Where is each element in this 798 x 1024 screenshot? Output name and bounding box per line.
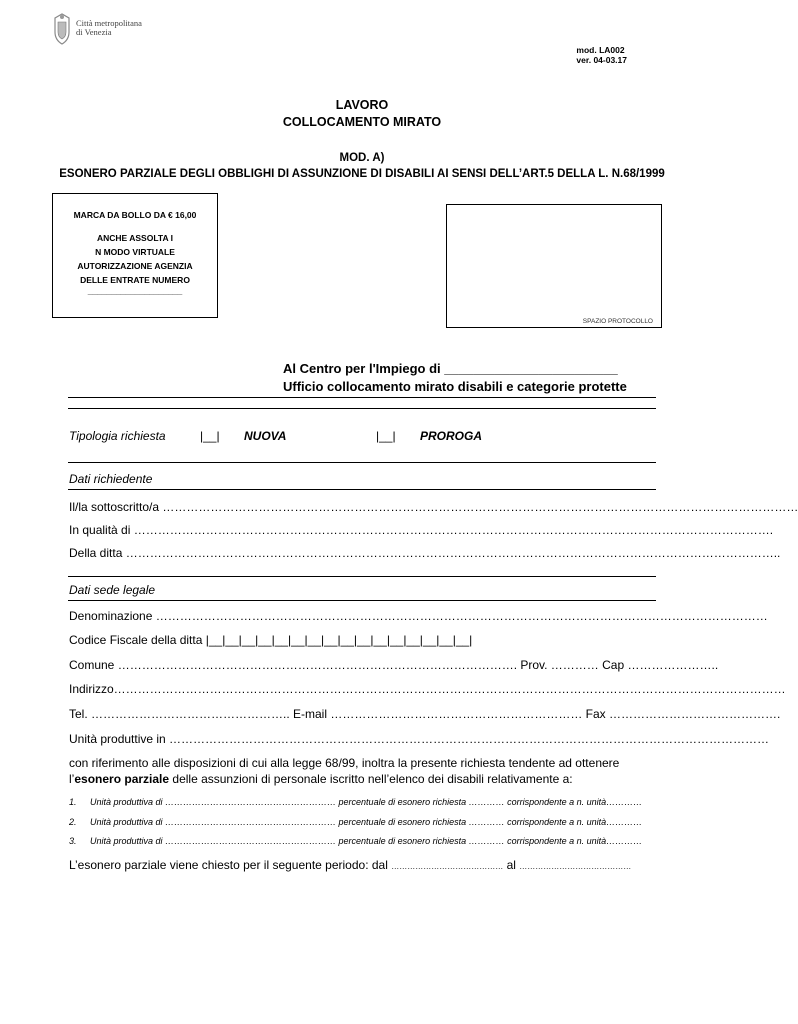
protocollo-box <box>446 204 662 328</box>
checkbox-proroga[interactable]: |__| <box>376 429 396 443</box>
section-heading-richiedente: Dati richiedente <box>69 472 153 486</box>
unit-number: 3. <box>69 836 77 846</box>
period-to[interactable]: …………………………………… <box>519 862 632 871</box>
field-unita-produttive[interactable]: Unità produttive in …………………………………………………………………………………………………………………………………… <box>69 732 770 746</box>
divider <box>68 397 656 398</box>
divider <box>68 408 656 409</box>
unit-text: Unità produttiva di ………………………………………………… percentuale di esonero richiesta ………… corrispondente a n. unità………… <box>90 836 643 846</box>
divider <box>68 462 656 463</box>
unit-number: 2. <box>69 817 77 827</box>
field-codice-fiscale[interactable]: Codice Fiscale della ditta |__|__|__|__|__|__|__|__|__|__|__|__|__|__|__|__| <box>69 633 473 647</box>
tipologia-row <box>69 429 166 443</box>
unit-row-3[interactable] <box>69 836 643 846</box>
logo <box>52 12 202 52</box>
body-paragraph-line1: con riferimento alle disposizioni di cui alla legge 68/99, inoltra la presente richiesta tendente ad ottenere <box>69 756 620 770</box>
coat-of-arms-icon <box>52 12 72 46</box>
divider <box>68 489 656 490</box>
bollo-line2: ANCHE ASSOLTA I <box>96 233 174 243</box>
mod-code: mod. LA002 <box>576 45 625 55</box>
field-denominazione[interactable]: Denominazione ……………………………………………………………………………………………………………………………………… <box>69 609 768 623</box>
addressee-line2: Ufficio collocamento mirato disabili e categorie protette <box>283 379 627 394</box>
checkbox-nuova[interactable]: |__| <box>200 429 220 443</box>
subject-title: ESONERO PARZIALE DEGLI OBBLIGHI DI ASSUNZIONE DI DISABILI AI SENSI DELL’ART.5 DELLA L. N.68/1999 <box>59 168 665 180</box>
unit-row-1[interactable] <box>69 797 643 807</box>
text-fragment: l’ <box>69 772 75 786</box>
option-nuova: NUOVA <box>244 429 287 443</box>
field-contatti[interactable]: Tel. ………………………………………….. E-mail ……………………………………………………… Fax ……………………………………. <box>69 707 781 721</box>
period-label: L’esonero parziale viene chiesto per il seguente periodo: dal <box>69 858 388 872</box>
version: ver. 04-03.17 <box>576 55 627 65</box>
bollo-line6: ____________________ <box>87 286 183 296</box>
unit-row-2[interactable] <box>69 817 643 827</box>
subject-block <box>0 150 724 182</box>
bollo-line3: N MODO VIRTUALE <box>95 247 175 257</box>
unit-text: Unità produttiva di ………………………………………………… percentuale di esonero richiesta ………… corrispondente a n. unità………… <box>90 797 643 807</box>
bollo-box <box>52 193 218 318</box>
field-comune[interactable]: Comune ………………………………………………………………………………………. Prov. ………… Cap ………………….. <box>69 658 719 672</box>
title-block <box>0 97 724 131</box>
title-line2: COLLOCAMENTO MIRATO <box>282 115 442 129</box>
option-proroga: PROROGA <box>420 429 483 443</box>
protocollo-label: SPAZIO PROTOCOLLO <box>582 318 653 325</box>
divider <box>68 576 656 577</box>
bold-fragment: esonero parziale <box>74 772 170 786</box>
divider <box>68 600 656 601</box>
period-from[interactable]: …………………………………… <box>391 862 504 871</box>
tipologia-label: Tipologia richiesta <box>69 429 166 443</box>
text-fragment: delle assunzioni di personale iscritto nell’elenco dei disabili relativamente a: <box>169 772 573 786</box>
logo-text-line1: Città metropolitana <box>76 18 142 28</box>
section-heading-sede: Dati sede legale <box>69 583 156 597</box>
unit-number: 1. <box>69 797 77 807</box>
field-indirizzo[interactable]: Indirizzo…………………………………………………………………………………………………………………………………………………… <box>69 682 786 696</box>
body-paragraph-line2 <box>69 772 573 786</box>
bollo-line5: DELLE ENTRATE NUMERO <box>80 275 190 285</box>
unit-text: Unità produttiva di ………………………………………………… percentuale di esonero richiesta ………… corrispondente a n. unità………… <box>90 817 643 827</box>
field-qualita[interactable]: In qualità di ……………………………………………………………………………………………………………………………………………. <box>69 523 774 537</box>
mod-label: MOD. A) <box>339 152 385 164</box>
field-sottoscritto[interactable]: Il/la sottoscritto/a …………………………………………………………………………………………………………………………………………… <box>69 500 798 514</box>
logo-text-line2: di Venezia <box>76 27 112 37</box>
bollo-line1: MARCA DA BOLLO DA € 16,00 <box>73 210 197 220</box>
document-code <box>576 45 627 65</box>
period-al: al <box>506 858 516 872</box>
field-ditta[interactable]: Della ditta ……………………………………………………………………………………………………………………………………………….. <box>69 546 781 560</box>
title-line1: LAVORO <box>335 98 389 112</box>
addressee-line1: Al Centro per l'Impiego di ________________________ <box>283 361 618 376</box>
period-row[interactable] <box>69 858 631 872</box>
bollo-line4: AUTORIZZAZIONE AGENZIA <box>77 261 193 271</box>
